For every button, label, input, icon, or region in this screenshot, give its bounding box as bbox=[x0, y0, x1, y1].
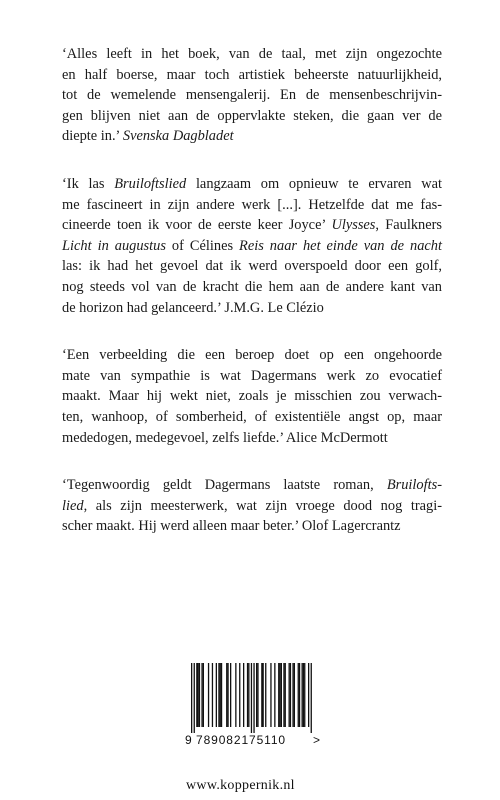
quote-title: Bruiloftslied bbox=[114, 175, 187, 192]
quote-line bbox=[62, 195, 442, 216]
quote-text: de horizon had gelanceerd.’ J.M.G. Le Clézio bbox=[62, 299, 324, 316]
back-cover-blurbs bbox=[62, 44, 442, 564]
quote-text: ‘Een verbeelding die een beroep doet op een ongehoorde bbox=[62, 347, 442, 364]
barcode-bar bbox=[294, 663, 295, 727]
quote-text: maakt. Maar hij wekt niet, zoals je misschien zou verwach- bbox=[62, 388, 442, 405]
quote-title: lied bbox=[62, 497, 84, 514]
quote-line bbox=[62, 386, 442, 407]
quote-text: las: ik had het gevoel dat ik werd overspoeld door een golf, bbox=[62, 258, 442, 275]
quote-text: mededogen, medegevoel, zelfs liefde.’ Alice McDermott bbox=[62, 429, 388, 446]
barcode-bars bbox=[185, 663, 313, 733]
barcode-bar bbox=[263, 663, 264, 727]
barcode-bar bbox=[198, 663, 199, 727]
barcode-bar bbox=[261, 663, 262, 727]
barcode-bar bbox=[274, 663, 275, 727]
barcode-bar bbox=[227, 663, 228, 727]
quote-text: cineerde toen ik voor de eerste keer Joyce’ bbox=[62, 217, 332, 234]
barcode-bar bbox=[212, 663, 213, 727]
quote-line bbox=[62, 345, 442, 366]
quote-line bbox=[62, 428, 442, 449]
quote-2 bbox=[62, 174, 442, 318]
barcode-bar bbox=[281, 663, 282, 727]
quote-text: diepte in.’ bbox=[62, 128, 123, 145]
barcode-bar bbox=[279, 663, 280, 727]
barcode-bar bbox=[304, 663, 305, 727]
barcode-bar bbox=[285, 663, 286, 727]
barcode-bar bbox=[235, 663, 236, 727]
quote-4 bbox=[62, 475, 442, 537]
quote-text: of Célines bbox=[165, 237, 240, 254]
quote-line bbox=[62, 496, 442, 517]
barcode-bar bbox=[290, 663, 291, 727]
barcode-bar bbox=[247, 663, 248, 727]
barcode-bar bbox=[226, 663, 227, 727]
quote-text: langzaam om opnieuw te ervaren wat bbox=[186, 175, 442, 192]
barcode-bar bbox=[251, 663, 252, 733]
barcode-bar bbox=[299, 663, 300, 727]
barcode-bar bbox=[303, 663, 304, 727]
barcode-bar bbox=[248, 663, 249, 727]
isbn-quiet-zone-marker: > bbox=[313, 733, 321, 747]
quote-text: , als zijn meesterwerk, wat zijn vroege dood nog tragi- bbox=[83, 497, 442, 514]
quote-title: Reis naar het einde van de nacht bbox=[239, 237, 442, 254]
barcode-bar bbox=[283, 663, 284, 727]
barcode-bar bbox=[220, 663, 221, 727]
publisher-website: www.koppernik.nl bbox=[186, 778, 295, 793]
barcode-bar bbox=[194, 663, 195, 733]
quote-line bbox=[62, 475, 442, 496]
barcode-bar bbox=[292, 663, 293, 727]
barcode-bar bbox=[302, 663, 303, 727]
quote-line bbox=[62, 106, 442, 127]
barcode-bar bbox=[196, 663, 197, 727]
quote-line bbox=[62, 174, 442, 195]
barcode-bar bbox=[191, 663, 192, 733]
quote-line bbox=[62, 44, 442, 65]
quote-line bbox=[62, 516, 442, 537]
quote-line bbox=[62, 65, 442, 86]
barcode-bar bbox=[257, 663, 258, 727]
barcode-bar bbox=[270, 663, 271, 727]
quote-title: Svenska Dagbladet bbox=[122, 128, 234, 145]
barcode-bar bbox=[256, 663, 257, 727]
quote-line bbox=[62, 126, 442, 147]
barcode-bar bbox=[311, 663, 312, 733]
barcode-bar bbox=[218, 663, 219, 727]
barcode-bar bbox=[278, 663, 279, 727]
barcode-bar bbox=[265, 663, 266, 727]
quote-line bbox=[62, 85, 442, 106]
quote-text: mate van sympathie is wat Dagermans werk zo evocatief bbox=[62, 367, 442, 384]
quote-text: ‘Ik las bbox=[62, 175, 115, 192]
barcode-bar bbox=[239, 663, 240, 727]
isbn-number bbox=[185, 734, 335, 748]
quote-text: , Faulkners bbox=[375, 217, 443, 234]
quote-line bbox=[62, 407, 442, 428]
quote-text: tot de wemelende mensengalerij. En de mensenbeschrijvin- bbox=[62, 87, 442, 104]
quote-line bbox=[62, 215, 442, 236]
barcode-bar bbox=[201, 663, 202, 727]
isbn-lead-digit: 9 bbox=[185, 733, 193, 747]
barcode-bar bbox=[289, 663, 290, 727]
barcode-bar bbox=[208, 663, 209, 727]
barcode-bar bbox=[298, 663, 299, 727]
quote-title: Licht in augustus bbox=[62, 237, 166, 254]
quote-title: Ulysses bbox=[331, 217, 376, 234]
quote-title: Bruilofts- bbox=[386, 477, 442, 494]
barcode-bar bbox=[230, 663, 231, 727]
barcode-bar bbox=[221, 663, 222, 727]
barcode-bar bbox=[203, 663, 204, 727]
quote-line bbox=[62, 256, 442, 277]
quote-line bbox=[62, 366, 442, 387]
quote-text: gen blijven niet aan de oppervlakte steken, die gaan ver de bbox=[62, 107, 442, 124]
barcode-bar bbox=[308, 663, 309, 727]
quote-1 bbox=[62, 44, 442, 147]
quote-line bbox=[62, 298, 442, 319]
barcode-bar bbox=[243, 663, 244, 727]
quote-text: scher maakt. Hij werd alleen maar beter.’ Olof Lagercrantz bbox=[62, 518, 401, 535]
quote-text: me fascineert in zijn andere werk [...]. Hetzelfde dat me fas- bbox=[62, 196, 442, 213]
isbn-barcode bbox=[185, 663, 335, 748]
quote-text: en half boerse, maar toch artistiek beheerste natuurlijkheid, bbox=[62, 66, 442, 83]
barcode-bar bbox=[253, 663, 254, 733]
quote-line bbox=[62, 236, 442, 257]
quote-text: ten, wanhoop, of somberheid, of existentiële angst op, maar bbox=[62, 408, 442, 425]
quote-text: nog steeds vol van de kracht die hem aan de andere kant van bbox=[62, 278, 442, 295]
quote-line bbox=[62, 277, 442, 298]
quote-3 bbox=[62, 345, 442, 448]
barcode-bar bbox=[216, 663, 217, 727]
barcode-bar bbox=[199, 663, 200, 727]
quote-text: ‘Tegenwoordig geldt Dagermans laatste roman, bbox=[62, 477, 387, 494]
isbn-digits: 789082175110 bbox=[196, 733, 286, 747]
quote-text: ‘Alles leeft in het boek, van de taal, met zijn ongezochte bbox=[62, 46, 442, 62]
